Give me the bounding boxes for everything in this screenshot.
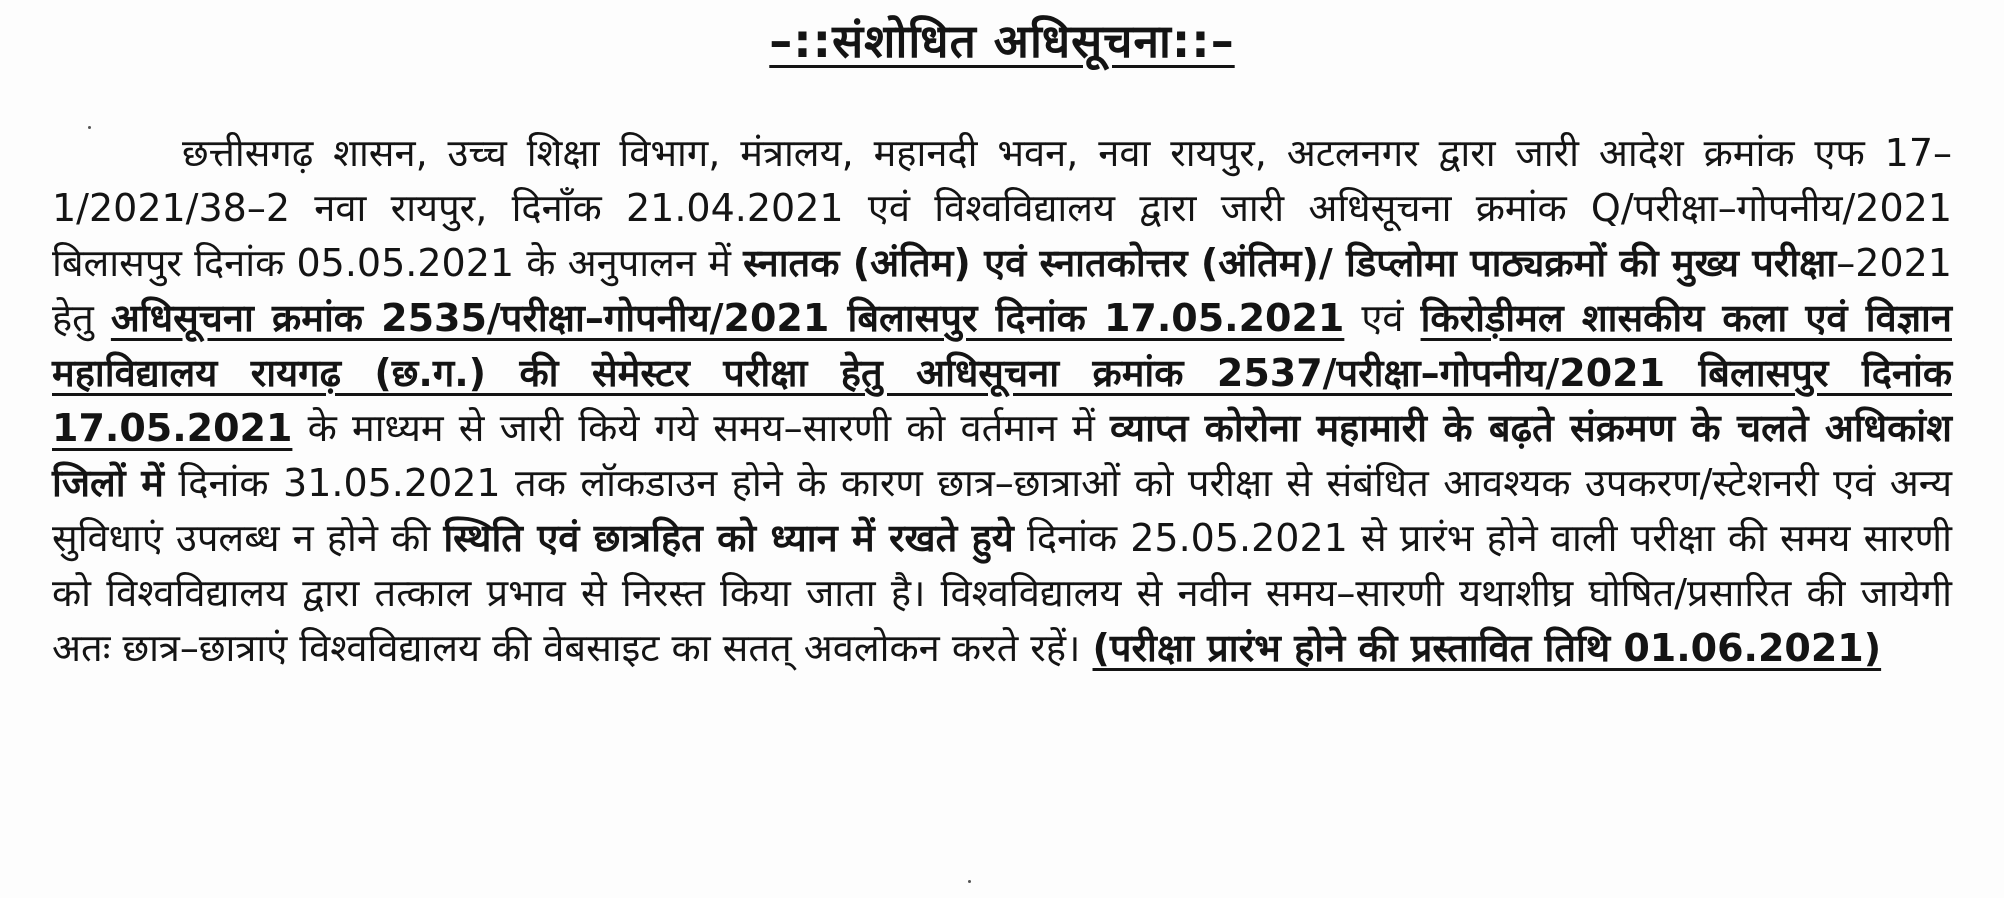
body-course-names: स्नातक (अंतिम) एवं स्नातकोत्तर (अंतिम)/ डिप्लोमा पाठ्यक्रमों की मुख्य परीक्षा — [743, 241, 1837, 285]
body-exam-year: –2021 हेतु — [52, 241, 1952, 340]
body-conjunction: एवं — [1344, 296, 1421, 340]
body-notification-2537: किरोड़ीमल शासकीय कला एवं विज्ञान महाविद्यालय रायगढ़ (छ.ग.) की सेमेस्टर परीक्षा हेतु अधिसूचना क्रमांक 2537/परीक्षा–गोपनीय/2021 बिलासपुर दिनांक 17.05.2021 — [52, 296, 1952, 450]
body-lockdown-text: दिनांक 31.05.2021 तक लॉकडाउन होने के कारण छात्र–छात्राओं को परीक्षा से संबंधित आवश्यक उपकरण/स्टेशनरी एवं अन्य सुविधाएं उपलब्ध न होने की — [52, 461, 1952, 560]
body-corona-text: व्याप्त कोरोना महामारी के बढ़ते संक्रमण के चलते अधिकांश जिलों में — [52, 406, 1952, 505]
scan-speck — [968, 880, 971, 883]
body-notification-2535: अधिसूचना क्रमांक 2535/परीक्षा–गोपनीय/2021 बिलासपुर दिनांक 17.05.2021 — [110, 296, 1345, 340]
notice-title-text: –::संशोधित अधिसूचना::– — [769, 14, 1235, 68]
body-intro: छत्तीसगढ़ शासन, उच्च शिक्षा विभाग, मंत्रालय, महानदी भवन, नवा रायपुर, अटलनगर द्वारा जारी आदेश क्रमांक एफ 17–1/2021/38–2 नवा रायपुर, दिनाँक 21.04.2021 एवं विश्वविद्यालय द्वारा जारी अधिसूचना क्रमांक Q/परीक्षा–गोपनीय/2021 बिलासपुर दिनांक 05.05.2021 के अनुपालन में — [52, 131, 1952, 285]
scan-speck — [88, 126, 91, 129]
body-timetable-text: के माध्यम से जारी किये गये समय–सारणी को वर्तमान में — [292, 406, 1111, 450]
body-cancellation-text: दिनांक 25.05.2021 से प्रारंभ होने वाली परीक्षा की समय सारणी को विश्वविद्यालय द्वारा तत्काल प्रभाव से निरस्त किया जाता है। विश्वविद्यालय से नवीन समय–सारणी यथाशीघ्र घोषित/प्रसारित की जायेगी अतः छात्र–छात्राएं विश्वविद्यालय की वेबसाइट का सतत् अवलोकन करते रहें। — [52, 516, 1952, 670]
body-student-interest: स्थिति एवं छात्रहित को ध्यान में रखते हुये — [443, 516, 1014, 560]
notice-body — [52, 126, 1952, 676]
notice-title — [0, 6, 2004, 76]
body-proposed-date: (परीक्षा प्रारंभ होने की प्रस्तावित तिथि 01.06.2021) — [1092, 626, 1882, 670]
